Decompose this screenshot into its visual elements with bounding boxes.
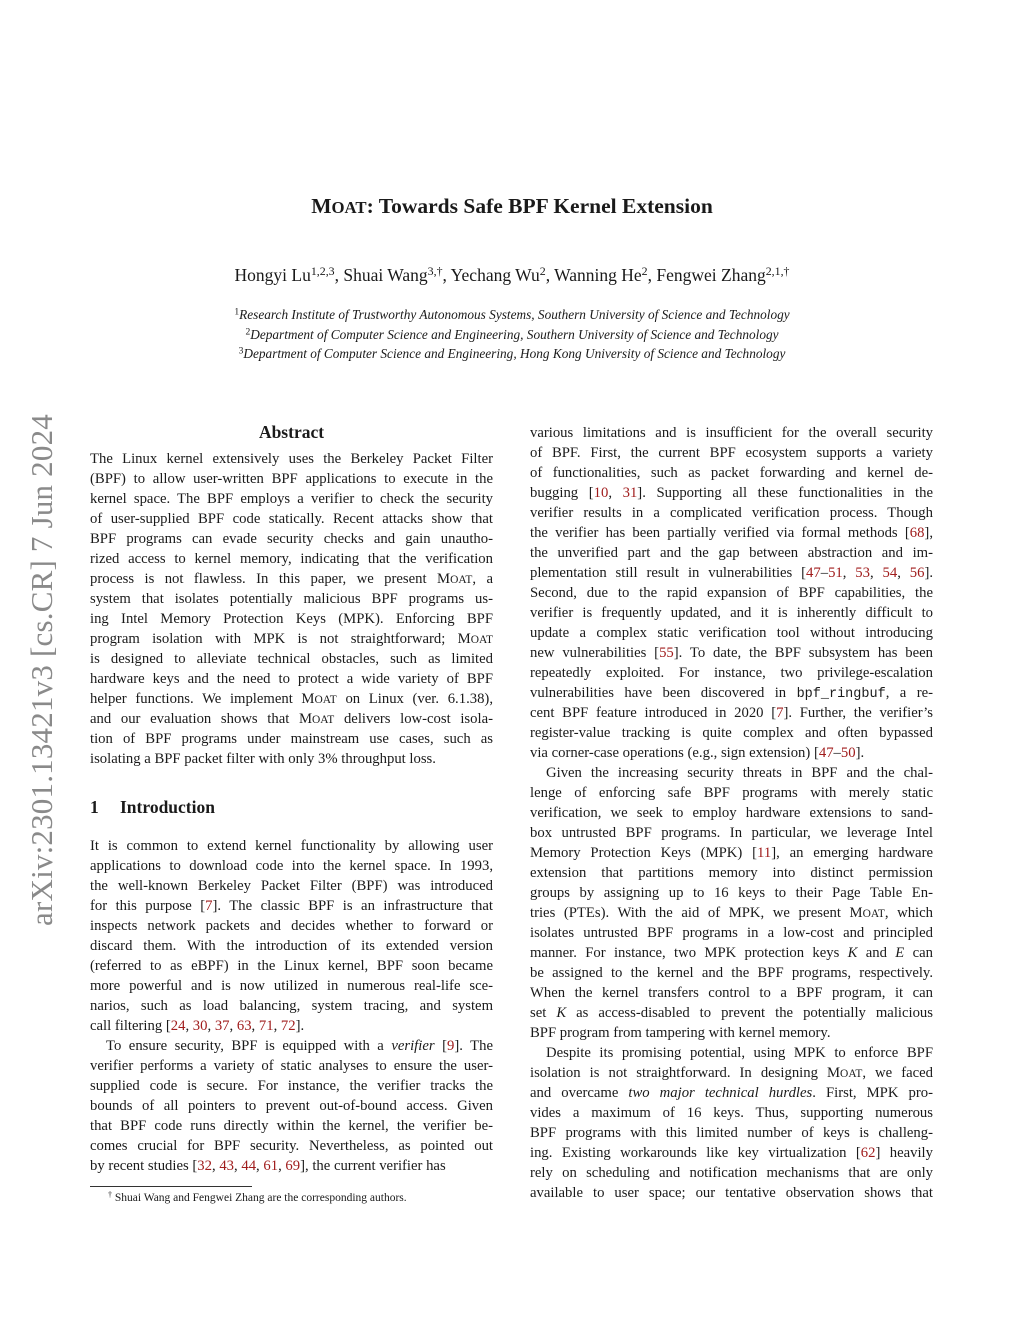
text-line: process is not flawless. In this paper, we present MOAT, a bbox=[90, 571, 493, 587]
text-line: kernel space. The BPF employs a verifier to check the security bbox=[90, 491, 493, 507]
text-line: Memory Protection Keys (MPK) [11], an emerging hardware bbox=[530, 845, 933, 861]
text-line: new vulnerabilities [55]. To date, the BPF subsystem has been bbox=[530, 645, 933, 661]
citation-link[interactable]: 47 bbox=[818, 745, 834, 761]
arxiv-identifier-stamp: arXiv:2301.13421v3 [cs.CR] 7 Jun 2024 bbox=[24, 414, 59, 926]
citation-link[interactable]: 47 bbox=[806, 565, 821, 581]
author-affiliation-mark: 1,2,3 bbox=[310, 264, 335, 279]
footnote-text: Shuai Wang and Fengwei Zhang are the corresponding authors. bbox=[114, 1192, 407, 1204]
affiliation: $^1$Research Institute of Trustworthy Autonomous Systems, Southern University of Science and Technology bbox=[234, 306, 790, 322]
text-line: more powerful and is now utilized in numerous real-life sce- bbox=[90, 978, 493, 994]
text-line: inspects network packets and decides whether to forward or bbox=[90, 918, 493, 934]
text-line: the verifier has been partially verified via formal methods [68], bbox=[530, 525, 933, 541]
text-line: of user-supplied BPF code statically. Recent attacks show that bbox=[90, 511, 493, 527]
title-text: : Towards Safe BPF Kernel Extension bbox=[366, 194, 713, 218]
citation-link[interactable]: 72 bbox=[280, 1018, 296, 1034]
text-line: call filtering [24, 30, 37, 63, 71, 72]. bbox=[90, 1018, 305, 1034]
author-affiliation-mark: 2 bbox=[539, 264, 546, 279]
citation-link[interactable]: 51 bbox=[828, 565, 843, 581]
text-line: the unverified part and the gap between abstraction and im- bbox=[530, 545, 933, 561]
introduction-left-column bbox=[90, 836, 493, 1176]
text-line: via corner-case operations (e.g., sign extension) [47–50]. bbox=[530, 745, 865, 761]
text-line: comes crucial for BPF security. Nevertheless, as pointed out bbox=[90, 1138, 493, 1154]
text-line: bounds of all pointers to prevent out-of-bound access. Given bbox=[90, 1098, 493, 1114]
citation-link[interactable]: 30 bbox=[192, 1018, 208, 1034]
footnote-divider bbox=[90, 1186, 252, 1187]
text-line: bugging [10, 31]. Supporting all these functionalities in the bbox=[530, 485, 933, 501]
author-affiliation-mark: 2,1,† bbox=[765, 264, 790, 279]
author-name: Shuai Wang$^{3,\dagger}$ bbox=[343, 264, 443, 285]
author-name: Fengwei Zhang$^{2,1,\dagger}$ bbox=[656, 264, 790, 285]
citation-link[interactable]: 50 bbox=[840, 745, 856, 761]
text-line: is designed to alleviate technical obstacles, such as limited bbox=[90, 651, 493, 667]
text-line: (referred to as eBPF) in the Linux kernel, BPF soon became bbox=[90, 958, 493, 974]
text-line: verifier is frequently updated, and it is inherently difficult to bbox=[530, 605, 933, 621]
abstract-body bbox=[90, 449, 493, 769]
citation-link[interactable]: 10 bbox=[593, 485, 609, 501]
text-line: BPF programs can evade security checks and gain unautho- bbox=[90, 531, 493, 547]
text-line: groups by assigning up to 16 keys to their Page Table En- bbox=[530, 885, 933, 901]
text-line: The Linux kernel extensively uses the Berkeley Packet Filter bbox=[90, 451, 493, 467]
text-line: by recent studies [32, 43, 44, 61, 69], the current verifier has bbox=[90, 1158, 446, 1174]
text-line: BPF program from tampering with kernel memory. bbox=[530, 1025, 831, 1041]
text-line: for this purpose [7]. The classic BPF is an infrastructure that bbox=[90, 898, 493, 914]
citation-link[interactable]: 31 bbox=[622, 485, 638, 501]
title-smallcaps-initial: M bbox=[311, 194, 332, 218]
text-line: repeatedly exploited. For instance, two privilege-escalation bbox=[530, 665, 933, 681]
citation-link[interactable]: 37 bbox=[214, 1018, 230, 1034]
citation-link[interactable]: 53 bbox=[855, 565, 870, 581]
citation-link[interactable]: 44 bbox=[241, 1158, 257, 1174]
text-line: applications to download code into the kernel space. In 1993, bbox=[90, 858, 493, 874]
code-identifier: bpf_ringbuf bbox=[796, 687, 886, 702]
text-line: ing Intel Memory Protection Keys (MPK). Enforcing BPF bbox=[90, 611, 493, 627]
text-line: of functionalities, such as packet forwarding and kernel de- bbox=[530, 465, 933, 481]
citation-link[interactable]: 63 bbox=[236, 1018, 252, 1034]
text-line: rely on scheduling and notification mechanisms that are only bbox=[530, 1165, 933, 1181]
section-heading-introduction bbox=[90, 797, 215, 818]
text-line: It is common to extend kernel functionality by allowing user bbox=[90, 838, 493, 854]
footnote bbox=[108, 1189, 407, 1204]
text-line: When the kernel transfers control to a BPF program, it can bbox=[530, 985, 933, 1001]
section-number: 1 bbox=[90, 797, 99, 817]
text-line: the well-known Berkeley Packet Filter (BPF) was introduced bbox=[90, 878, 493, 894]
text-line: and our evaluation shows that MOAT delivers low-cost isola- bbox=[90, 711, 493, 727]
citation-link[interactable]: 24 bbox=[170, 1018, 186, 1034]
citation-link[interactable]: 7 bbox=[776, 705, 784, 721]
citation-link[interactable]: 69 bbox=[285, 1158, 301, 1174]
citation-link[interactable]: 71 bbox=[258, 1018, 274, 1034]
text-line: hardware keys and the need to protect a wide variety of BPF bbox=[90, 671, 493, 687]
text-line: lenge of enforcing safe BPF programs with merely static bbox=[530, 785, 933, 801]
text-line: system that isolates potentially malicious BPF programs us- bbox=[90, 591, 493, 607]
affiliation-list bbox=[0, 305, 1024, 364]
citation-link[interactable]: 61 bbox=[263, 1158, 279, 1174]
author-name: Hongyi Lu$^{1,2,3}$ bbox=[234, 264, 335, 285]
title-smallcaps-rest: OAT bbox=[331, 198, 367, 217]
text-line: (BPF) to allow user-written BPF applications to execute in the bbox=[90, 471, 493, 487]
text-line: rized access to kernel memory, indicating that the verification bbox=[90, 551, 493, 567]
author-list: Hongyi Lu$^{1,2,3}$, Shuai Wang$^{3,\dagger}$, Yechang Wu$^2$, Wanning He$^2$, Fengwei Zhang$^{2,1,\dagger}$ bbox=[234, 264, 790, 285]
text-line: Despite its promising potential, using MPK to enforce BPF bbox=[546, 1045, 933, 1061]
text-line: BPF programs with this limited number of keys is challeng- bbox=[530, 1125, 933, 1141]
text-line: helper functions. We implement MOAT on Linux (ver. 6.1.38), bbox=[90, 691, 493, 707]
paper-title bbox=[0, 194, 1024, 219]
citation-link[interactable]: 7 bbox=[205, 898, 213, 914]
citation-link[interactable]: 55 bbox=[659, 645, 674, 661]
text-line: isolating a BPF packet filter with only 3% throughput loss. bbox=[90, 751, 436, 767]
text-line: supplied code is secure. For instance, the verifier tracks the bbox=[90, 1078, 493, 1094]
text-line: and overcame two major technical hurdles. First, MPK pro- bbox=[530, 1085, 933, 1101]
text-line: verifier results in a complicated verification process. Though bbox=[530, 505, 933, 521]
author-affiliation-mark: 2 bbox=[641, 264, 648, 279]
text-line: tion of BPF programs under mainstream use cases, such as bbox=[90, 731, 493, 747]
footnote-mark: † bbox=[108, 1189, 113, 1199]
affiliation: $^3$Department of Computer Science and Engineering, Hong Kong University of Science and Technology bbox=[238, 345, 786, 361]
text-line: To ensure security, BPF is equipped with a verifier [9]. The bbox=[106, 1038, 493, 1054]
text-line: vides a maximum of 16 keys. Thus, supporting numerous bbox=[530, 1105, 933, 1121]
text-line: ing. Existing workarounds like key virtualization [62] heavily bbox=[530, 1145, 933, 1161]
text-line: manner. For instance, two MPK protection keys K and E can bbox=[530, 945, 933, 961]
text-line: various limitations and is insufficient for the overall security bbox=[530, 425, 933, 441]
citation-link[interactable]: 9 bbox=[446, 1038, 455, 1054]
citation-link[interactable]: 54 bbox=[882, 565, 898, 581]
section-title: Introduction bbox=[120, 797, 215, 817]
affiliation: $^2$Department of Computer Science and Engineering, Southern University of Science and Technology bbox=[245, 326, 779, 342]
text-line: cent BPF feature introduced in 2020 [7]. Further, the verifier’s bbox=[530, 705, 934, 721]
citation-link[interactable]: 68 bbox=[909, 525, 925, 541]
text-line: Given the increasing security threats in BPF and the chal- bbox=[546, 765, 933, 781]
text-line: verification, we seek to employ hardware extensions to sand- bbox=[530, 805, 933, 821]
citation-link[interactable]: 62 bbox=[860, 1145, 876, 1161]
abstract-heading: Abstract bbox=[258, 422, 325, 442]
author-name: Wanning He$^2$ bbox=[554, 264, 648, 285]
text-line: available to user space; our tentative observation shows that bbox=[530, 1185, 933, 1201]
text-line: box untrusted BPF programs. In particular, we leverage Intel bbox=[530, 825, 933, 841]
citation-link[interactable]: 11 bbox=[757, 845, 772, 861]
text-line: isolates untrusted BPF programs in a low-cost and principled bbox=[530, 925, 933, 941]
citation-link[interactable]: 43 bbox=[219, 1158, 234, 1174]
introduction-right-column bbox=[530, 423, 933, 1203]
author-affiliation-mark: 3,† bbox=[427, 264, 443, 279]
text-line: program isolation with MPK is not straightforward; MOAT bbox=[90, 631, 493, 647]
text-line: tries (PTEs). With the aid of MPK, we present MOAT, which bbox=[530, 905, 933, 921]
text-line: isolation is not straightforward. In designing MOAT, we faced bbox=[530, 1065, 934, 1081]
text-line: register-value tracking is quite complex and often bypassed bbox=[530, 725, 933, 741]
text-line: update a complex static verification tool without introducing bbox=[530, 625, 933, 641]
author-name: Yechang Wu$^2$ bbox=[450, 264, 546, 285]
citation-link[interactable]: 32 bbox=[197, 1158, 212, 1174]
citation-link[interactable]: 56 bbox=[909, 565, 925, 581]
text-line: that BPF code runs directly within the kernel, the verifier be- bbox=[90, 1118, 493, 1134]
text-line: discard them. With the introduction of its extended version bbox=[90, 938, 493, 954]
text-line: vulnerabilities have been discovered in bpf_ringbuf, a re- bbox=[530, 685, 933, 702]
text-line: of BPF. First, the current BPF ecosystem supports a variety bbox=[530, 445, 933, 461]
text-line: extension that partitions memory into distinct permission bbox=[530, 865, 933, 881]
text-line: set K as access-disabled to prevent the potentially malicious bbox=[530, 1005, 933, 1021]
text-line: plementation still result in vulnerabilities [47–51, 53, 54, 56]. bbox=[530, 565, 934, 581]
text-line: narios, such as load balancing, system tracing, and system bbox=[90, 998, 493, 1014]
text-line: be assigned to the kernel and the BPF programs, respectively. bbox=[530, 965, 933, 981]
text-line: Second, due to the rapid expansion of BPF capabilities, the bbox=[530, 585, 933, 601]
text-line: verifier performs a variety of static analyses to ensure the user- bbox=[90, 1058, 493, 1074]
